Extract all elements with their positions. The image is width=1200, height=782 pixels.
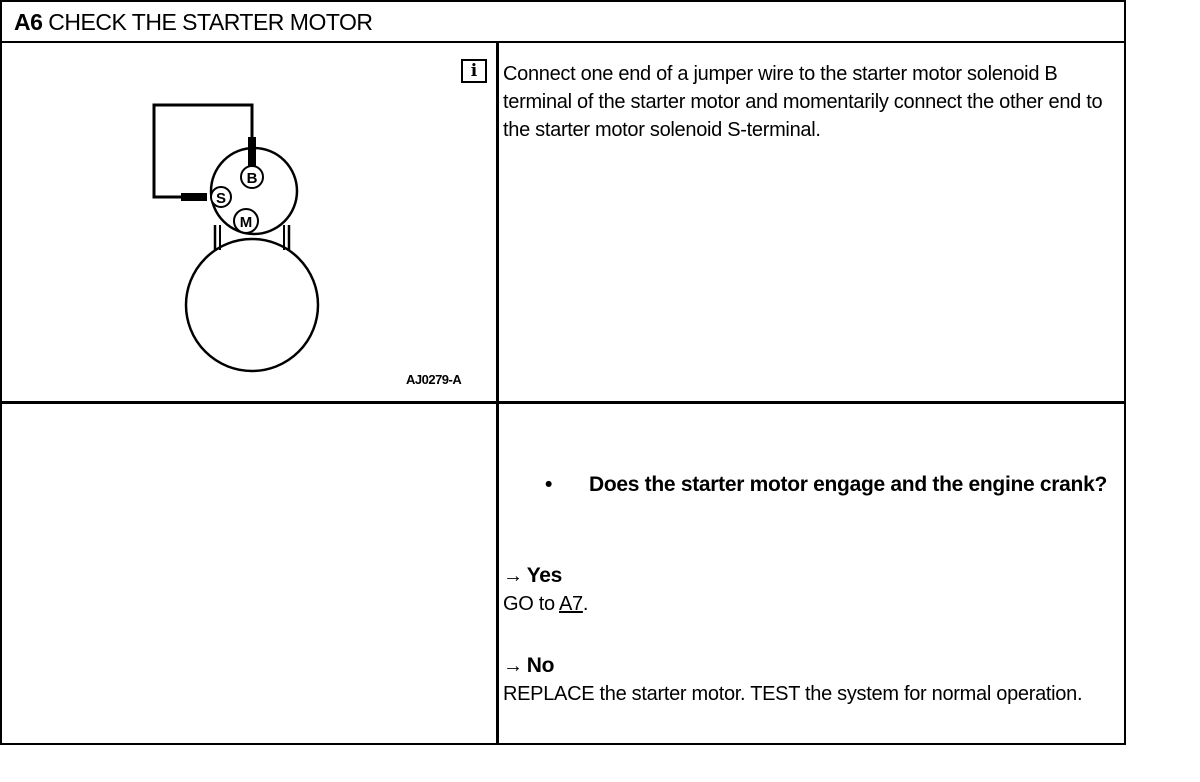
- answer-no: [503, 652, 1118, 708]
- info-icon: i: [461, 59, 487, 83]
- goto-a7-link[interactable]: A7: [559, 593, 583, 615]
- s-terminal-label: S: [215, 190, 227, 207]
- figure-code: AJ0279-A: [406, 372, 462, 387]
- b-terminal-label: B: [246, 170, 258, 187]
- answer-yes-heading: [503, 562, 1118, 590]
- m-terminal-label: M: [239, 214, 253, 231]
- motor-body: [186, 239, 318, 371]
- jumper-clip-b: [248, 137, 256, 167]
- arrow-right-icon: →: [503, 565, 523, 587]
- answer-yes-label: Yes: [526, 564, 563, 587]
- step-title: CHECK THE STARTER MOTOR: [48, 9, 373, 35]
- column-divider: [496, 43, 499, 745]
- answer-yes-action-suffix: .: [582, 593, 589, 615]
- step-title-bar: [2, 2, 1124, 43]
- answer-yes: [503, 562, 1118, 618]
- question-text: Does the starter motor engage and the engine crank?: [589, 473, 1107, 496]
- answer-yes-action-prefix: GO to: [503, 593, 555, 615]
- row-divider: [2, 401, 1124, 404]
- arrow-right-icon: →: [503, 655, 523, 677]
- answer-no-action: REPLACE the starter motor. TEST the system for normal operation.: [503, 683, 1083, 705]
- answer-yes-action: [503, 590, 1118, 618]
- answer-no-label: No: [526, 654, 555, 677]
- jumper-clip-s: [181, 193, 207, 201]
- answer-no-heading: [503, 652, 1118, 680]
- instruction-text: Connect one end of a jumper wire to the starter motor solenoid B terminal of the starter motor and momentarily connect the other end to the starter motor solenoid S-terminal.: [503, 63, 1103, 141]
- figure-cell: [2, 45, 496, 401]
- step-id: A6: [14, 9, 43, 35]
- starter-motor-diagram: [2, 45, 496, 401]
- bullet-icon: •: [545, 473, 553, 496]
